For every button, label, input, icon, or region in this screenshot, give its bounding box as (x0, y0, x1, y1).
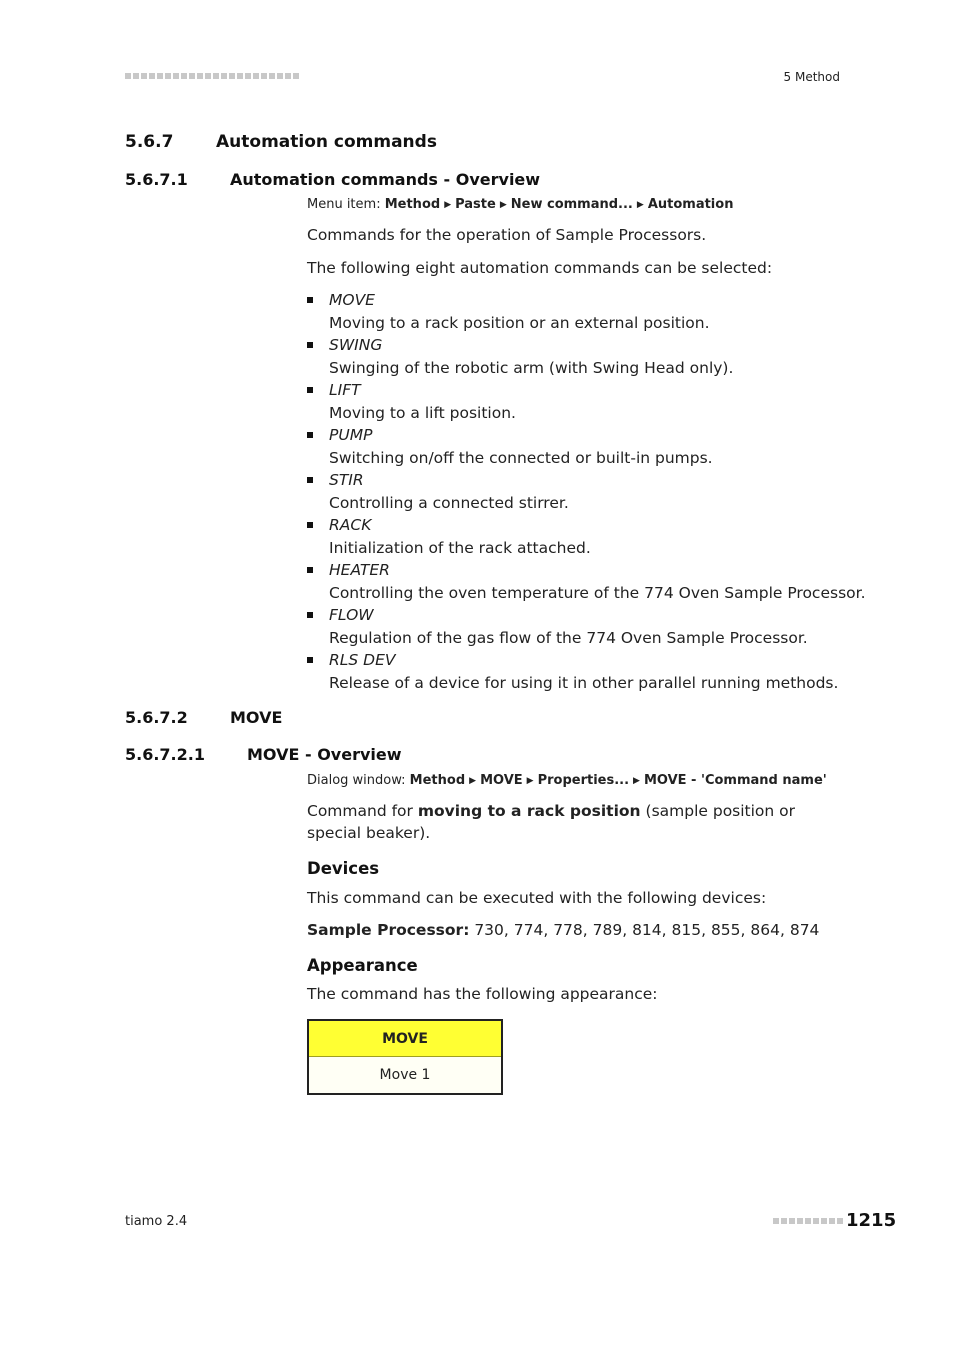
command-desc: Swinging of the robotic arm (with Swing Head only). (329, 358, 734, 377)
section-title: Automation commands (216, 132, 437, 152)
bullet-icon (307, 657, 313, 663)
command-name: SWING (329, 336, 383, 354)
appearance-text: The command has the following appearance: (307, 985, 658, 1003)
dialog-path-item: MOVE (480, 773, 523, 788)
command-desc: Release of a device for using it in other parallel running methods. (329, 673, 839, 692)
bullet-icon (307, 477, 313, 483)
bullet-icon (307, 342, 313, 348)
command-name: PUMP (329, 426, 373, 444)
bullet-icon (307, 297, 313, 303)
command-desc: Moving to a lift position. (329, 403, 516, 422)
list-item (307, 334, 867, 379)
menu-path-item: New command... (510, 197, 633, 212)
command-desc: Controlling the oven temperature of the 774 Oven Sample Processor. (329, 583, 866, 602)
page-number: 1215 (846, 1210, 897, 1231)
dialog-path-item: MOVE - 'Command name' (643, 773, 827, 788)
command-name: FLOW (329, 606, 374, 624)
command-name: LIFT (329, 381, 361, 399)
triangle-right-icon: ▶ (444, 200, 452, 210)
move-description (307, 800, 837, 844)
menu-path (307, 197, 733, 212)
list-item (307, 469, 867, 514)
header-chapter: 5 Method (783, 70, 840, 84)
sample-processor-models: 730, 774, 778, 789, 814, 815, 855, 864, 874 (469, 921, 820, 939)
devices-text: This command can be executed with the following devices: (307, 889, 767, 907)
bullet-icon (307, 612, 313, 618)
triangle-right-icon: ▶ (526, 776, 534, 786)
triangle-right-icon: ▶ (499, 200, 507, 210)
bullet-icon (307, 567, 313, 573)
command-name: HEATER (329, 561, 390, 579)
header-decoration (125, 73, 299, 79)
footer-product: tiamo 2.4 (125, 1214, 188, 1229)
subsection-title: Automation commands - Overview (230, 170, 541, 189)
devices-heading: Devices (307, 859, 380, 878)
move-desc-pre: Command for (307, 802, 418, 820)
sample-processor-label: Sample Processor: (307, 921, 470, 939)
command-desc: Regulation of the gas flow of the 774 Oven Sample Processor. (329, 628, 808, 647)
subsection-title: MOVE (230, 708, 283, 727)
section-number: 5.6.7 (125, 132, 174, 152)
dialog-path (307, 773, 827, 788)
bullet-icon (307, 387, 313, 393)
command-desc: Moving to a rack position or an external position. (329, 313, 710, 332)
widget-title: MOVE (309, 1021, 501, 1057)
list-item (307, 289, 867, 334)
dialog-path-item: Properties... (537, 773, 630, 788)
triangle-right-icon: ▶ (636, 200, 644, 210)
move-desc-bold: moving to a rack position (417, 802, 641, 820)
dialog-path-prefix: Dialog window: (307, 773, 406, 788)
subsection-number: 5.6.7.2.1 (125, 745, 205, 764)
list-item (307, 514, 867, 559)
command-desc: Initialization of the rack attached. (329, 538, 591, 557)
menu-path-item: Method (384, 197, 441, 212)
command-name: RLS DEV (329, 651, 396, 669)
list-item (307, 559, 867, 604)
move-desc-post: (sample position or special beaker). (307, 802, 796, 842)
widget-name: Move 1 (309, 1057, 501, 1093)
subsection-title: MOVE - Overview (247, 745, 402, 764)
appearance-heading: Appearance (307, 956, 418, 975)
menu-path-prefix: Menu item: (307, 197, 381, 212)
command-desc: Switching on/off the connected or built-in pumps. (329, 448, 713, 467)
command-list (307, 289, 867, 694)
triangle-right-icon: ▶ (633, 776, 640, 786)
footer-decoration (773, 1218, 843, 1224)
command-desc: Controlling a connected stirrer. (329, 493, 569, 512)
command-name: STIR (329, 471, 364, 489)
bullet-icon (307, 432, 313, 438)
triangle-right-icon: ▶ (469, 776, 477, 786)
sample-processor-line (307, 919, 837, 941)
subsection-number: 5.6.7.2 (125, 708, 188, 727)
menu-path-item: Paste (455, 197, 496, 212)
list-item (307, 649, 867, 694)
list-item (307, 379, 867, 424)
subsection-number: 5.6.7.1 (125, 170, 188, 189)
overview-lead: The following eight automation commands can be selected: (307, 259, 773, 277)
bullet-icon (307, 522, 313, 528)
dialog-path-item: Method (409, 773, 466, 788)
command-name: RACK (329, 516, 372, 534)
move-command-widget (307, 1019, 503, 1095)
command-name: MOVE (329, 291, 375, 309)
list-item (307, 604, 867, 649)
menu-path-item: Automation (647, 197, 734, 212)
list-item (307, 424, 867, 469)
overview-intro: Commands for the operation of Sample Processors. (307, 226, 707, 244)
